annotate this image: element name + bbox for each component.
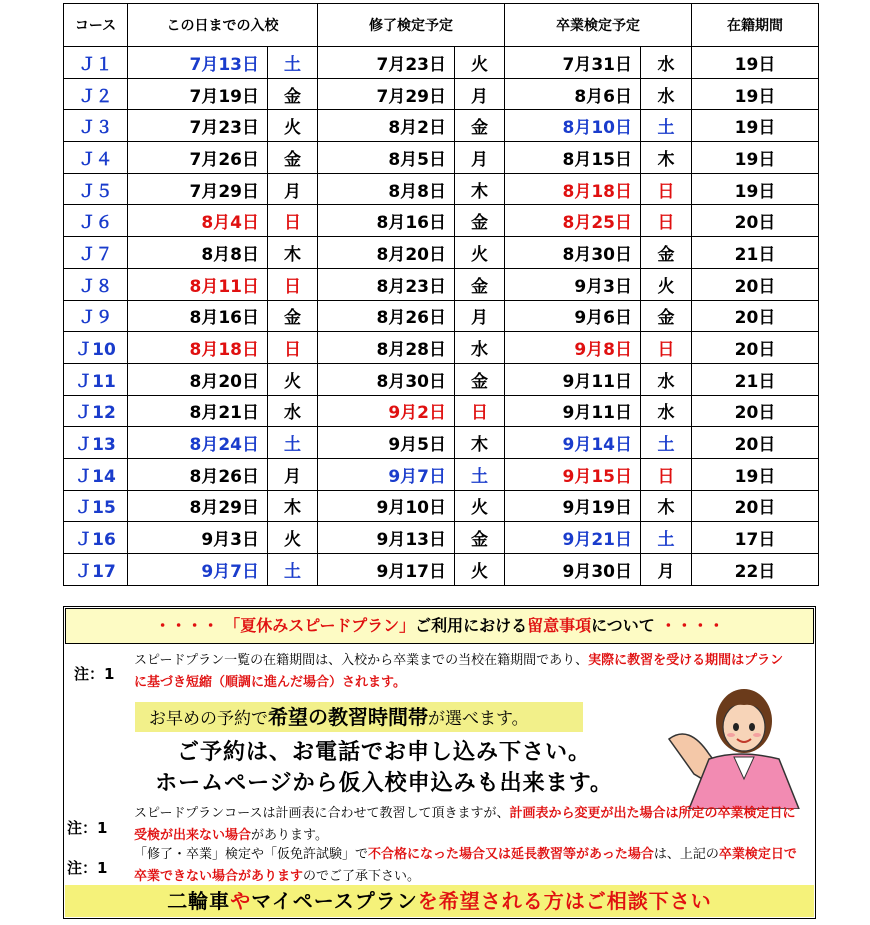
table-row	[64, 78, 819, 110]
enroll-date-cell: 8月8日	[128, 237, 268, 269]
title-end: について	[591, 616, 655, 635]
completion-dow-cell: 金	[455, 522, 505, 554]
title-quote-open: 「	[224, 616, 241, 635]
graduation-date-cell: 8月15日	[505, 142, 641, 174]
table-row	[64, 458, 819, 490]
completion-date-cell: 8月30日	[318, 363, 455, 395]
completion-dow-cell: 火	[455, 47, 505, 79]
note3-b: 不合格になった場合又は延長教習等があった場合	[368, 847, 654, 862]
completion-dow-cell: 金	[455, 363, 505, 395]
period-cell: 20日	[692, 205, 819, 237]
completion-dow-cell: 木	[455, 427, 505, 459]
table-row	[64, 205, 819, 237]
title-dots-left: ・・・・	[154, 616, 219, 635]
graduation-dow-cell: 土	[641, 110, 692, 142]
note1-label: 注：1	[74, 665, 115, 683]
completion-date-cell: 9月5日	[318, 427, 455, 459]
completion-date-cell: 8月26日	[318, 300, 455, 332]
completion-dow-cell: 火	[455, 554, 505, 586]
completion-date-cell: 8月8日	[318, 173, 455, 205]
note3-e: のでご了承下さい。	[303, 869, 421, 884]
completion-date-cell: 8月16日	[318, 205, 455, 237]
enroll-dow-cell: 土	[268, 554, 318, 586]
note2-a: スピードプランコースは計画表に合わせて教習して頂きますが、	[134, 806, 510, 821]
note3-text	[134, 844, 806, 888]
completion-dow-cell: 火	[455, 490, 505, 522]
table-row	[64, 395, 819, 427]
graduation-date-cell: 9月6日	[505, 300, 641, 332]
period-cell: 19日	[692, 173, 819, 205]
enroll-dow-cell: 土	[268, 427, 318, 459]
graduation-date-cell: 9月21日	[505, 522, 641, 554]
period-cell: 19日	[692, 458, 819, 490]
enroll-dow-cell: 木	[268, 490, 318, 522]
graduation-date-cell: 8月30日	[505, 237, 641, 269]
completion-date-cell: 9月10日	[318, 490, 455, 522]
enroll-dow-cell: 木	[268, 237, 318, 269]
schedule-body	[64, 47, 819, 586]
note2-text	[134, 803, 799, 847]
completion-dow-cell: 月	[455, 300, 505, 332]
graduation-date-cell: 9月14日	[505, 427, 641, 459]
graduation-date-cell: 8月10日	[505, 110, 641, 142]
graduation-date-cell: 9月11日	[505, 363, 641, 395]
enroll-dow-cell: 土	[268, 47, 318, 79]
course-cell: Ｊ３	[64, 110, 128, 142]
enroll-dow-cell: 月	[268, 458, 318, 490]
graduation-dow-cell: 日	[641, 458, 692, 490]
header-graduation: 卒業検定予定	[505, 4, 692, 47]
completion-dow-cell: 金	[455, 205, 505, 237]
enroll-dow-cell: 日	[268, 205, 318, 237]
table-row	[64, 522, 819, 554]
completion-dow-cell: 木	[455, 173, 505, 205]
graduation-dow-cell: 金	[641, 300, 692, 332]
graduation-dow-cell: 水	[641, 47, 692, 79]
note3-c: は、上記の	[653, 847, 719, 862]
graduation-dow-cell: 土	[641, 427, 692, 459]
note3-a: 「修了・卒業」検定や「仮免許試験」で	[134, 847, 369, 862]
course-cell: Ｊ８	[64, 268, 128, 300]
course-cell: Ｊ16	[64, 522, 128, 554]
table-row	[64, 554, 819, 586]
header-completion: 修了検定予定	[318, 4, 505, 47]
completion-dow-cell: 水	[455, 332, 505, 364]
completion-date-cell: 8月5日	[318, 142, 455, 174]
bottom-a: 二輪車	[167, 889, 231, 913]
notes-title	[65, 608, 814, 644]
graduation-dow-cell: 日	[641, 205, 692, 237]
bottom-d: を希望される方はご相談下さい	[417, 889, 712, 913]
course-cell: Ｊ14	[64, 458, 128, 490]
graduation-date-cell: 9月8日	[505, 332, 641, 364]
title-plan-name: 夏休みスピードプラン	[240, 616, 400, 635]
course-cell: Ｊ５	[64, 173, 128, 205]
enroll-date-cell: 8月18日	[128, 332, 268, 364]
receptionist-illustration	[649, 679, 819, 809]
period-cell: 20日	[692, 427, 819, 459]
graduation-dow-cell: 月	[641, 554, 692, 586]
period-cell: 20日	[692, 332, 819, 364]
graduation-dow-cell: 水	[641, 363, 692, 395]
enroll-dow-cell: 金	[268, 142, 318, 174]
enroll-dow-cell: 日	[268, 268, 318, 300]
graduation-date-cell: 9月3日	[505, 268, 641, 300]
graduation-date-cell: 8月6日	[505, 78, 641, 110]
enroll-dow-cell: 金	[268, 78, 318, 110]
graduation-dow-cell: 金	[641, 237, 692, 269]
course-cell: Ｊ１	[64, 47, 128, 79]
graduation-date-cell: 8月25日	[505, 205, 641, 237]
completion-dow-cell: 月	[455, 142, 505, 174]
period-cell: 20日	[692, 268, 819, 300]
graduation-dow-cell: 水	[641, 78, 692, 110]
enroll-date-cell: 8月20日	[128, 363, 268, 395]
note1-a: スピードプラン一覧の在籍期間は、入校から卒業までの当校在籍期間であり、	[134, 653, 589, 668]
enroll-date-cell: 7月29日	[128, 173, 268, 205]
period-cell: 17日	[692, 522, 819, 554]
completion-date-cell: 8月2日	[318, 110, 455, 142]
title-quote-close: 」	[399, 616, 416, 635]
table-row	[64, 173, 819, 205]
enroll-date-cell: 8月16日	[128, 300, 268, 332]
header-period: 在籍期間	[692, 4, 819, 47]
course-cell: Ｊ13	[64, 427, 128, 459]
completion-date-cell: 7月29日	[318, 78, 455, 110]
schedule-table	[63, 3, 819, 586]
period-cell: 21日	[692, 237, 819, 269]
bottom-b: や	[230, 889, 252, 913]
completion-date-cell: 8月28日	[318, 332, 455, 364]
course-cell: Ｊ４	[64, 142, 128, 174]
completion-date-cell: 7月23日	[318, 47, 455, 79]
note2-b: 計画表から変更が出た場合は所定の卒業検定日に受検が出来ない場合	[134, 806, 796, 843]
enroll-date-cell: 7月23日	[128, 110, 268, 142]
course-cell: Ｊ17	[64, 554, 128, 586]
table-row	[64, 427, 819, 459]
graduation-dow-cell: 木	[641, 142, 692, 174]
hl-a: お早めの予約で	[149, 709, 268, 729]
completion-date-cell: 9月17日	[318, 554, 455, 586]
enroll-date-cell: 7月13日	[128, 47, 268, 79]
graduation-date-cell: 9月15日	[505, 458, 641, 490]
table-row	[64, 490, 819, 522]
course-cell: Ｊ２	[64, 78, 128, 110]
course-cell: Ｊ11	[64, 363, 128, 395]
table-row	[64, 110, 819, 142]
web-application-text: ホームページから仮入校申込みも出来ます。	[155, 771, 613, 796]
graduation-date-cell: 9月19日	[505, 490, 641, 522]
completion-date-cell: 8月20日	[318, 237, 455, 269]
course-cell: Ｊ６	[64, 205, 128, 237]
title-warning: 留意事項	[527, 616, 592, 635]
course-cell: Ｊ９	[64, 300, 128, 332]
enroll-date-cell: 7月19日	[128, 78, 268, 110]
consultation-banner	[65, 885, 814, 917]
notes-box	[63, 606, 816, 919]
graduation-dow-cell: 木	[641, 490, 692, 522]
note3-d: 卒業検定日で卒業できない場合があります	[134, 847, 797, 884]
graduation-dow-cell: 土	[641, 522, 692, 554]
hl-c: が選べます。	[428, 709, 529, 729]
note2-label: 注：1	[67, 819, 108, 837]
period-cell: 20日	[692, 490, 819, 522]
table-row	[64, 142, 819, 174]
graduation-date-cell: 9月11日	[505, 395, 641, 427]
period-cell: 19日	[692, 47, 819, 79]
table-row	[64, 332, 819, 364]
note2-c: があります。	[251, 828, 328, 843]
reservation-highlight	[135, 702, 583, 732]
table-row	[64, 300, 819, 332]
graduation-dow-cell: 日	[641, 173, 692, 205]
completion-dow-cell: 土	[455, 458, 505, 490]
graduation-date-cell: 7月31日	[505, 47, 641, 79]
note3-label: 注：1	[67, 859, 108, 877]
period-cell: 22日	[692, 554, 819, 586]
bottom-c: マイペースプラン	[251, 889, 418, 913]
period-cell: 19日	[692, 78, 819, 110]
enroll-date-cell: 7月26日	[128, 142, 268, 174]
title-dots-right: ・・・・	[660, 616, 725, 635]
enroll-date-cell: 9月3日	[128, 522, 268, 554]
enroll-dow-cell: 火	[268, 522, 318, 554]
table-row	[64, 237, 819, 269]
course-cell: Ｊ10	[64, 332, 128, 364]
enroll-date-cell: 8月29日	[128, 490, 268, 522]
enroll-date-cell: 8月21日	[128, 395, 268, 427]
enroll-date-cell: 8月11日	[128, 268, 268, 300]
enroll-date-cell: 8月4日	[128, 205, 268, 237]
enroll-dow-cell: 月	[268, 173, 318, 205]
enroll-dow-cell: 火	[268, 110, 318, 142]
hl-b: 希望の教習時間帯	[268, 705, 428, 729]
graduation-date-cell: 9月30日	[505, 554, 641, 586]
table-row	[64, 363, 819, 395]
period-cell: 19日	[692, 110, 819, 142]
enroll-date-cell: 8月24日	[128, 427, 268, 459]
note1-b: 実際に教習を受ける期間はプランに基づき短縮（順調に進んだ場合）されます。	[134, 653, 784, 690]
period-cell: 19日	[692, 142, 819, 174]
enroll-dow-cell: 日	[268, 332, 318, 364]
course-cell: Ｊ７	[64, 237, 128, 269]
completion-date-cell: 9月13日	[318, 522, 455, 554]
completion-dow-cell: 金	[455, 268, 505, 300]
enroll-dow-cell: 水	[268, 395, 318, 427]
enroll-dow-cell: 火	[268, 363, 318, 395]
phone-reservation-text: ご予約は、お電話でお申し込み下さい。	[176, 740, 591, 765]
period-cell: 20日	[692, 300, 819, 332]
graduation-dow-cell: 火	[641, 268, 692, 300]
enroll-date-cell: 9月7日	[128, 554, 268, 586]
completion-dow-cell: 火	[455, 237, 505, 269]
header-course: コース	[64, 4, 128, 47]
completion-dow-cell: 金	[455, 110, 505, 142]
graduation-date-cell: 8月18日	[505, 173, 641, 205]
course-cell: Ｊ15	[64, 490, 128, 522]
period-cell: 20日	[692, 395, 819, 427]
table-row	[64, 47, 819, 79]
enroll-date-cell: 8月26日	[128, 458, 268, 490]
completion-dow-cell: 月	[455, 78, 505, 110]
table-row	[64, 268, 819, 300]
title-mid: ご利用における	[415, 616, 528, 635]
completion-dow-cell: 日	[455, 395, 505, 427]
period-cell: 21日	[692, 363, 819, 395]
graduation-dow-cell: 日	[641, 332, 692, 364]
header-enroll: この日までの入校	[128, 4, 318, 47]
completion-date-cell: 9月2日	[318, 395, 455, 427]
course-cell: Ｊ12	[64, 395, 128, 427]
enroll-dow-cell: 金	[268, 300, 318, 332]
completion-date-cell: 8月23日	[318, 268, 455, 300]
completion-date-cell: 9月7日	[318, 458, 455, 490]
graduation-dow-cell: 水	[641, 395, 692, 427]
